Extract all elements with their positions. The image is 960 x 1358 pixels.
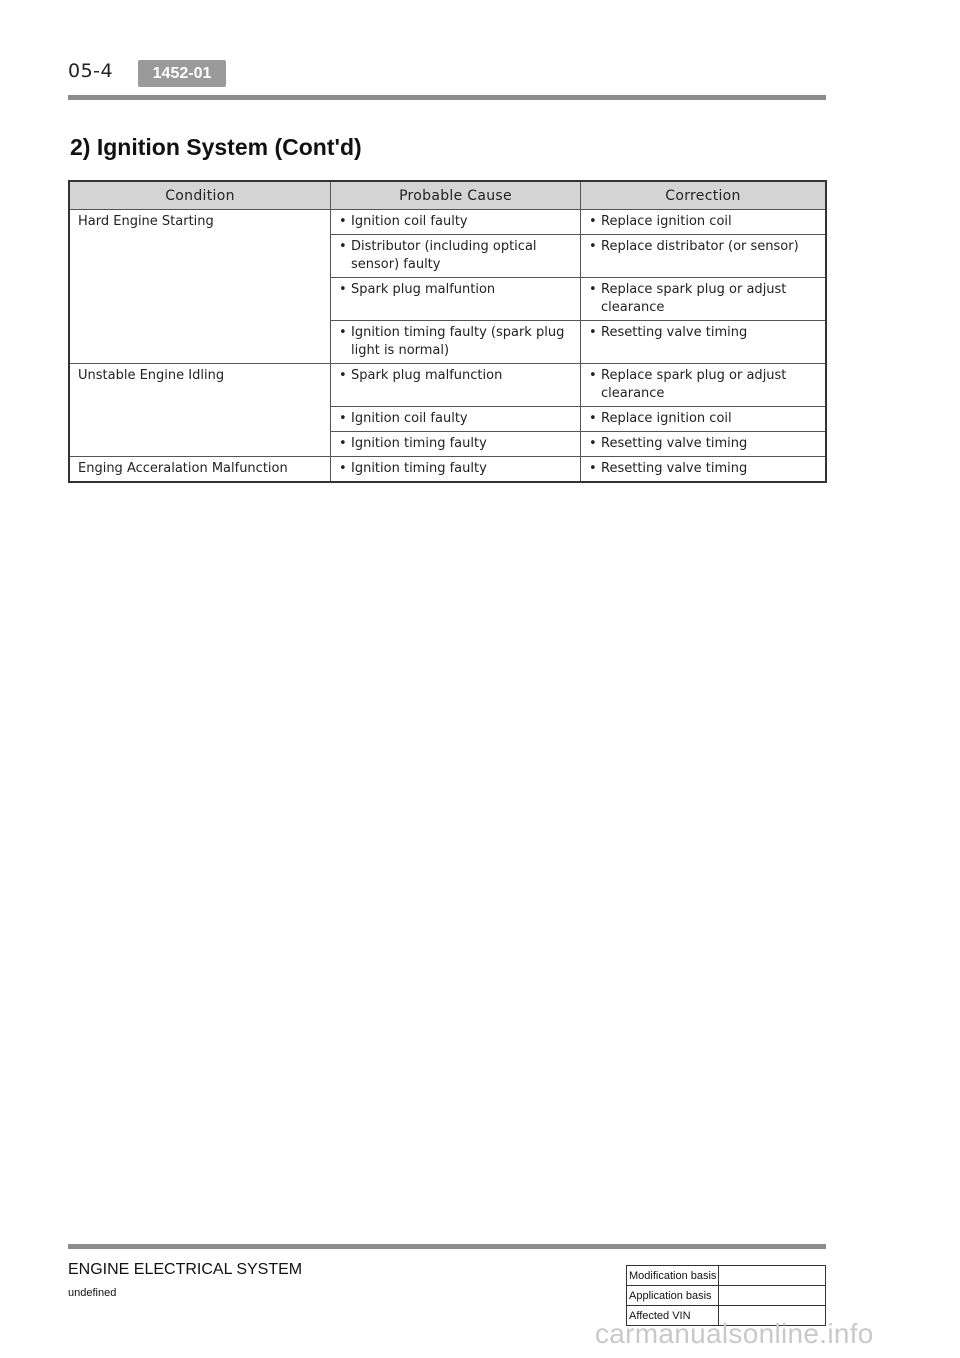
bullet-item bbox=[339, 238, 572, 274]
mod-label-modification-basis: Modification basis bbox=[627, 1266, 719, 1286]
probable-cause-cell bbox=[331, 407, 581, 432]
correction-line: Resetting valve timing bbox=[601, 461, 748, 476]
cause-line: Ignition coil faulty bbox=[351, 214, 468, 229]
cause-text bbox=[351, 367, 502, 385]
probable-cause-cell bbox=[331, 457, 581, 483]
footer-subtitle: undefined bbox=[68, 1287, 117, 1299]
bullet-item bbox=[589, 367, 817, 403]
condition-cell: Unstable Engine Idling bbox=[69, 364, 331, 457]
bullet-item bbox=[589, 410, 817, 428]
cause-text bbox=[351, 435, 487, 453]
table-row bbox=[69, 210, 826, 235]
bullet-icon: • bbox=[339, 325, 347, 340]
cause-text bbox=[351, 213, 468, 231]
mod-row bbox=[627, 1286, 826, 1306]
correction-text bbox=[601, 435, 747, 453]
bullet-item bbox=[589, 213, 817, 231]
table-row bbox=[69, 364, 826, 407]
probable-cause-cell bbox=[331, 210, 581, 235]
correction-text bbox=[601, 324, 747, 342]
correction-text bbox=[601, 367, 786, 403]
bullet-icon: • bbox=[589, 436, 597, 451]
correction-cell bbox=[581, 432, 827, 457]
cause-line: light is normal) bbox=[351, 343, 450, 358]
correction-cell bbox=[581, 364, 827, 407]
bullet-item bbox=[339, 281, 572, 299]
probable-cause-cell bbox=[331, 235, 581, 278]
cause-line: Distributor (including optical bbox=[351, 239, 537, 254]
bullet-icon: • bbox=[589, 461, 597, 476]
cause-line: Ignition timing faulty (spark plug bbox=[351, 325, 565, 340]
correction-line: Resetting valve timing bbox=[601, 325, 748, 340]
section-code-badge: 1452-01 bbox=[138, 60, 226, 87]
cause-line: Spark plug malfunction bbox=[351, 368, 503, 383]
probable-cause-cell bbox=[331, 278, 581, 321]
bullet-icon: • bbox=[339, 368, 347, 383]
correction-line: Resetting valve timing bbox=[601, 436, 748, 451]
cause-line: Ignition timing faulty bbox=[351, 461, 487, 476]
correction-line: Replace distribator (or sensor) bbox=[601, 239, 799, 254]
probable-cause-cell bbox=[331, 364, 581, 407]
page-number: 05-4 bbox=[68, 60, 114, 82]
bullet-icon: • bbox=[339, 461, 347, 476]
bullet-icon: • bbox=[589, 411, 597, 426]
cause-text bbox=[351, 410, 468, 428]
troubleshooting-table bbox=[68, 180, 827, 483]
bullet-item bbox=[339, 367, 572, 385]
bullet-icon: • bbox=[589, 214, 597, 229]
cause-line: Ignition timing faulty bbox=[351, 436, 487, 451]
correction-cell bbox=[581, 407, 827, 432]
bullet-icon: • bbox=[589, 239, 597, 254]
correction-text bbox=[601, 238, 799, 256]
table-row bbox=[69, 457, 826, 483]
bullet-item bbox=[339, 410, 572, 428]
mod-value-cell bbox=[719, 1286, 826, 1306]
bullet-icon: • bbox=[339, 436, 347, 451]
bullet-icon: • bbox=[339, 214, 347, 229]
table-body bbox=[69, 210, 826, 483]
column-header-probable-cause: Probable Cause bbox=[331, 181, 581, 210]
cause-text bbox=[351, 238, 537, 274]
bullet-item bbox=[589, 281, 817, 317]
bullet-item bbox=[339, 435, 572, 453]
column-header-condition: Condition bbox=[69, 181, 331, 210]
correction-text bbox=[601, 460, 747, 478]
cause-text bbox=[351, 324, 564, 360]
bullet-icon: • bbox=[339, 411, 347, 426]
bullet-icon: • bbox=[339, 239, 347, 254]
header-rule bbox=[68, 95, 826, 100]
bullet-item bbox=[339, 324, 572, 360]
cause-text bbox=[351, 460, 487, 478]
correction-line: Replace spark plug or adjust bbox=[601, 282, 787, 297]
correction-cell bbox=[581, 321, 827, 364]
bullet-item bbox=[589, 460, 817, 478]
mod-row bbox=[627, 1266, 826, 1286]
correction-cell bbox=[581, 278, 827, 321]
correction-cell bbox=[581, 210, 827, 235]
bullet-item bbox=[589, 324, 817, 342]
correction-line: clearance bbox=[601, 300, 665, 315]
bullet-icon: • bbox=[589, 325, 597, 340]
bullet-item bbox=[589, 238, 817, 256]
watermark: carmanualsonline.info bbox=[595, 1318, 874, 1349]
modification-table bbox=[626, 1265, 826, 1326]
bullet-item bbox=[339, 460, 572, 478]
footer-title: ENGINE ELECTRICAL SYSTEM bbox=[68, 1261, 303, 1278]
correction-line: Replace ignition coil bbox=[601, 214, 732, 229]
footer-rule bbox=[68, 1244, 826, 1249]
correction-text bbox=[601, 281, 786, 317]
probable-cause-cell bbox=[331, 321, 581, 364]
bullet-icon: • bbox=[339, 282, 347, 297]
bullet-item bbox=[589, 435, 817, 453]
mod-label-affected-vin: Affected VIN bbox=[627, 1306, 719, 1326]
correction-line: Replace ignition coil bbox=[601, 411, 732, 426]
section-title: 2) Ignition System (Cont'd) bbox=[70, 134, 362, 160]
cause-line: sensor) faulty bbox=[351, 257, 441, 272]
cause-text bbox=[351, 281, 495, 299]
correction-text bbox=[601, 213, 732, 231]
mod-value-cell bbox=[719, 1266, 826, 1286]
correction-cell bbox=[581, 235, 827, 278]
bullet-item bbox=[339, 213, 572, 231]
correction-line: clearance bbox=[601, 386, 665, 401]
mod-label-application-basis: Application basis bbox=[627, 1286, 719, 1306]
column-header-correction: Correction bbox=[581, 181, 827, 210]
table-header-row bbox=[69, 181, 826, 210]
correction-line: Replace spark plug or adjust bbox=[601, 368, 787, 383]
cause-line: Ignition coil faulty bbox=[351, 411, 468, 426]
bullet-icon: • bbox=[589, 368, 597, 383]
condition-cell: Hard Engine Starting bbox=[69, 210, 331, 364]
bullet-icon: • bbox=[589, 282, 597, 297]
correction-cell bbox=[581, 457, 827, 483]
condition-cell: Enging Acceralation Malfunction bbox=[69, 457, 331, 483]
cause-line: Spark plug malfuntion bbox=[351, 282, 496, 297]
probable-cause-cell bbox=[331, 432, 581, 457]
correction-text bbox=[601, 410, 732, 428]
